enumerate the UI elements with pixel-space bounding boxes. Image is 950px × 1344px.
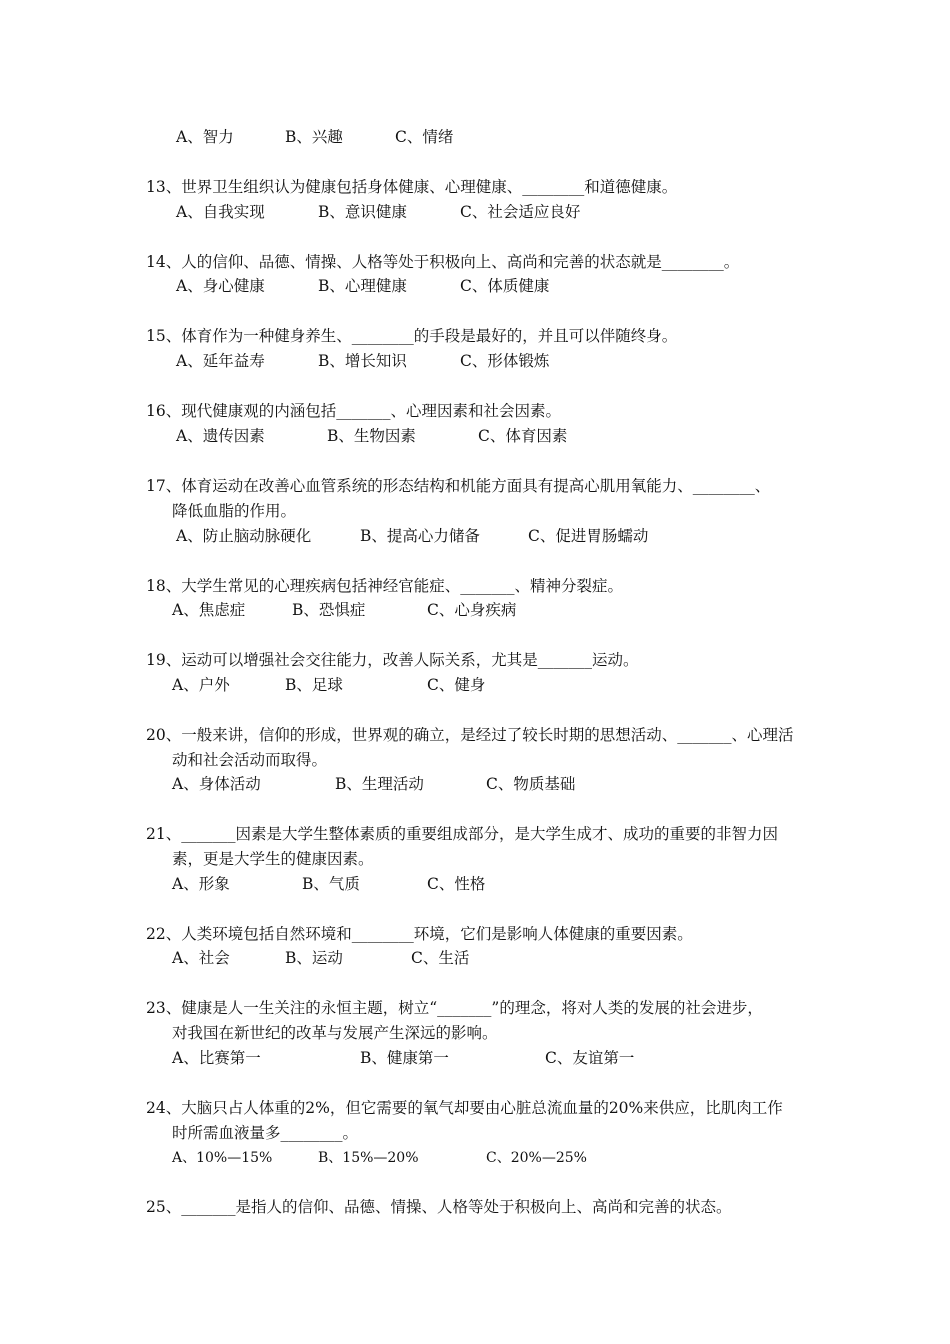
option-a: A、防止脑动脉硬化 [176,527,312,545]
option-c: C、体质健康 [460,277,550,295]
option-b: B、15%—20% [318,1150,419,1166]
option-a: A、身体活动 [172,775,261,793]
option-b: B、健康第一 [360,1049,449,1067]
option-c: C、健身 [427,676,486,694]
option-b: B、恐惧症 [292,601,366,619]
question-stem: 22、人类环境包括自然环境和________环境，它们是影响人体健康的重要因素。 [146,925,693,943]
option-c: C、心身疾病 [427,601,517,619]
question-stem-line-1: 23、健康是人一生关注的永恒主题，树立“_______”的理念，将对人类的发展的社会进步， [146,999,763,1017]
option-b: B、提高心力储备 [360,527,480,545]
option-a: A、比赛第一 [172,1049,261,1067]
question-stem-line-1: 21、_______因素是大学生整体素质的重要组成部分，是大学生成才、成功的重要的非智力因 [146,825,778,843]
question-stem: 25、_______是指人的信仰、品德、情操、人格等处于积极向上、高尚和完善的状态。 [146,1198,732,1216]
question-stem-line-2: 时所需血液量多________。 [172,1124,359,1142]
option-a: A、延年益寿 [176,352,265,370]
question-stem-line-1: 24、大脑只占人体重的2%，但它需要的氧气却要由心脏总流血量的20%来供应，比肌肉工作 [146,1099,783,1117]
option-c: C、体育因素 [478,427,568,445]
option-b: B、足球 [285,676,343,694]
option-a: A、自我实现 [176,203,265,221]
question-stem-line-2: 降低血脂的作用。 [172,502,297,520]
question-stem-line-1: 17、体育运动在改善心血管系统的形态结构和机能方面具有提高心肌用氧能力、________、 [146,477,771,495]
option-c: C、20%—25% [486,1150,587,1166]
question-stem-line-2: 动和社会活动而取得。 [172,751,328,769]
option-c: C、物质基础 [486,775,576,793]
option-b: B、意识健康 [318,203,407,221]
option-a: A、遗传因素 [176,427,265,445]
option-c: C、生活 [411,949,470,967]
question-stem: 14、人的信仰、品德、情操、人格等处于积极向上、高尚和完善的状态就是________。 [146,253,740,271]
option-b: B、兴趣 [285,128,343,146]
option-a: A、10%—15% [172,1150,273,1166]
option-a: A、智力 [176,128,234,146]
option-a: A、户外 [172,676,230,694]
option-a: A、焦虑症 [172,601,246,619]
option-c: C、促进胃肠蠕动 [528,527,649,545]
question-stem-line-2: 对我国在新世纪的改革与发展产生深远的影响。 [172,1024,498,1042]
option-a: A、身心健康 [176,277,265,295]
question-stem: 15、体育作为一种健身养生、________的手段是最好的，并且可以伴随终身。 [146,327,678,345]
option-c: C、友谊第一 [545,1049,635,1067]
option-c: C、性格 [427,875,486,893]
option-a: A、形象 [172,875,230,893]
question-stem-line-1: 20、一般来讲，信仰的形成，世界观的确立，是经过了较长时期的思想活动、_______、心理活 [146,726,794,744]
option-b: B、心理健康 [318,277,407,295]
option-b: B、气质 [302,875,360,893]
option-b: B、增长知识 [318,352,407,370]
option-b: B、运动 [285,949,343,967]
option-c: C、社会适应良好 [460,203,581,221]
question-stem-line-2: 素，更是大学生的健康因素。 [172,850,374,868]
option-a: A、社会 [172,949,230,967]
question-stem: 19、运动可以增强社会交往能力，改善人际关系，尤其是_______运动。 [146,651,639,669]
option-b: B、生理活动 [335,775,424,793]
question-stem: 16、现代健康观的内涵包括_______、心理因素和社会因素。 [146,402,561,420]
option-c: C、形体锻炼 [460,352,550,370]
question-stem: 13、世界卫生组织认为健康包括身体健康、心理健康、________和道德健康。 [146,178,678,196]
option-b: B、生物因素 [327,427,416,445]
question-stem: 18、大学生常见的心理疾病包括神经官能症、_______、精神分裂症。 [146,577,623,595]
option-c: C、情绪 [395,128,454,146]
